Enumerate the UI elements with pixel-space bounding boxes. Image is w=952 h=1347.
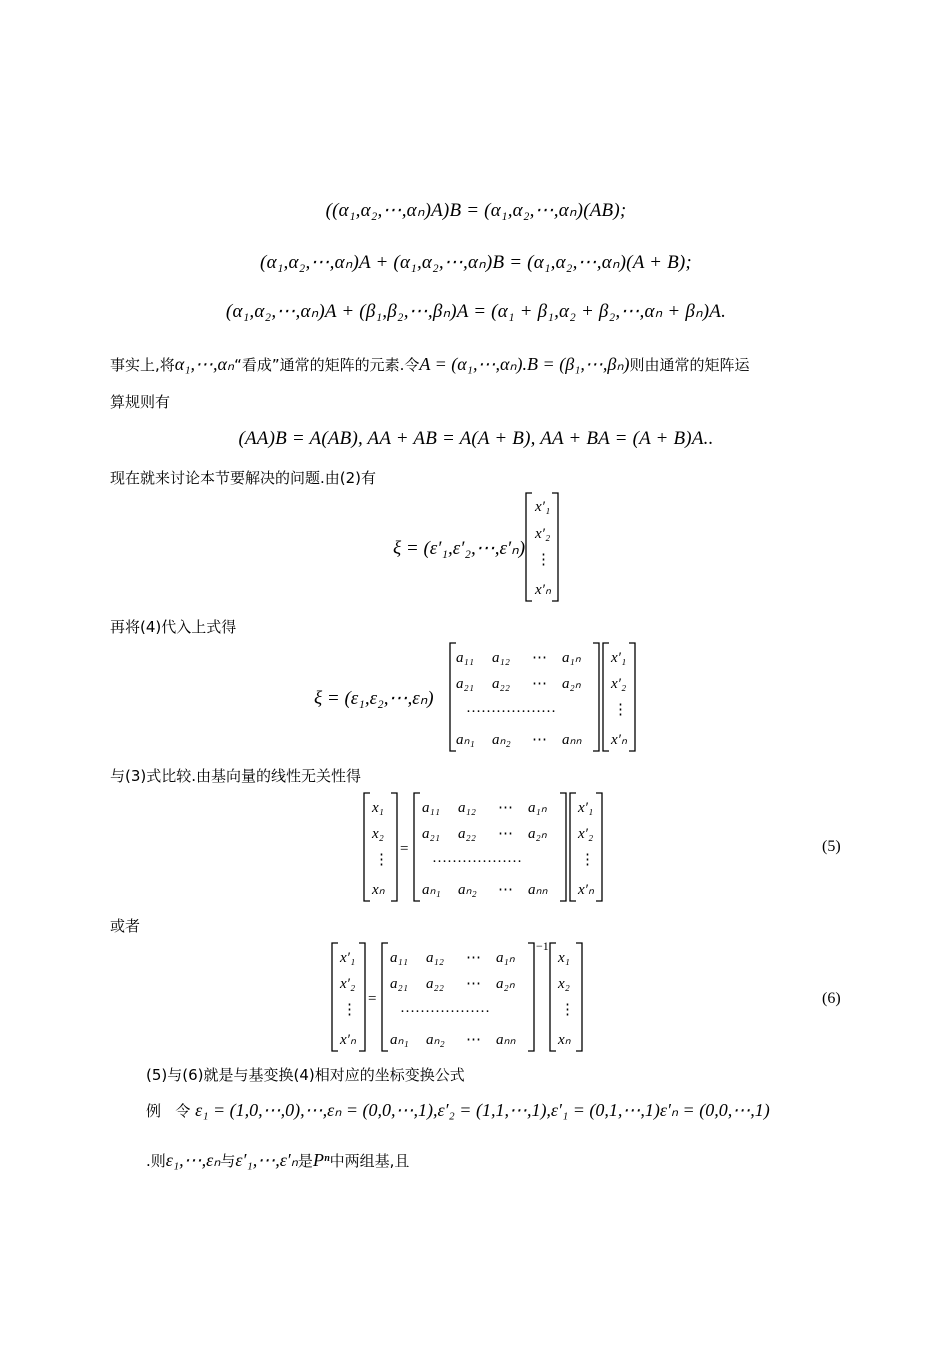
equation-matrix-rules: (AA)B = A(AB), AA + AB = A(A + B), AA + BA = (A + B)A..: [238, 428, 714, 449]
matrix-right-bracket: [560, 793, 566, 901]
vector-entry-x1p: x′₁: [578, 800, 594, 816]
vector-right-bracket: [391, 793, 397, 901]
equation-distributivity-left: (α₁,α₂,⋯,αₙ)A + (α₁,α₂,⋯,αₙ)B = (α₁,α₂,⋯,αₙ)(A + B);: [260, 252, 692, 273]
matrix-a1n: a₁ₙ: [528, 800, 547, 816]
vector-entry-xn: xₙ: [372, 882, 385, 898]
matrix-a1n: a₁ₙ: [496, 950, 515, 966]
matrix-dot-row: ………………: [466, 700, 556, 716]
matrix-a12: a₁₂: [492, 650, 510, 666]
vector-left-bracket: [364, 793, 370, 901]
matrix-cdots: ⋯: [466, 950, 481, 966]
equation-5-coordinate-transform: [362, 790, 622, 906]
last-line-text-4: 中两组基,且: [329, 1152, 410, 1170]
matrix-a11: a₁₁: [422, 800, 440, 816]
vector-entry-xnp: x′ₙ: [611, 732, 627, 748]
equation-number-6: (6): [822, 990, 841, 1007]
paragraph-fact-line-2: 算规则有: [110, 393, 171, 411]
vector-entry-xn: xₙ: [558, 1032, 571, 1048]
matrix-left-bracket: [382, 943, 388, 1051]
vector-left-bracket: [526, 493, 532, 601]
vector-entry-x2: x₂: [372, 826, 384, 842]
matrix-cdots: ⋯: [466, 976, 481, 992]
matrix-cdots: ⋯: [498, 882, 513, 898]
matrix-a11: a₁₁: [456, 650, 474, 666]
matrix-cdots: ⋯: [498, 826, 513, 842]
matrix-right-bracket: [593, 643, 599, 751]
vector-vdots: ⋮: [613, 702, 628, 718]
example-formula: ε₁ = (1,0,⋯,0),⋯,εₙ = (0,0,⋯,1),ε′₂ = (1,1,⋯,1),ε′₁ = (0,1,⋯,1)ε′ₙ = (0,0,⋯,1): [195, 1100, 770, 1120]
matrix-left-bracket: [414, 793, 420, 901]
paragraph-fact-text-1: 事实上,将: [110, 356, 175, 374]
equation-associativity: ((α₁,α₂,⋯,αₙ)A)B = (α₁,α₂,⋯,αₙ)(AB);: [325, 200, 627, 221]
matrix-a22: a₂₂: [426, 976, 444, 992]
vector-left-bracket: [550, 943, 556, 1051]
matrix-a1n: a₁ₙ: [562, 650, 581, 666]
matrix-an1: aₙ₁: [390, 1032, 409, 1048]
vector-vdots: ⋮: [580, 852, 595, 868]
vector-left-bracket: [603, 643, 609, 751]
last-line-text-3: 是: [297, 1152, 313, 1170]
vector-entry-xnp: x′ₙ: [535, 582, 551, 598]
paragraph-conclusion: (5)与(6)就是与基变换(4)相对应的坐标变换公式: [146, 1066, 465, 1084]
last-line-text-1: .则: [146, 1152, 166, 1170]
matrix-dot-row: ………………: [400, 1000, 490, 1016]
vector-entry-x1: x₁: [558, 950, 570, 966]
vector-entry-x2p: x′₂: [535, 526, 551, 542]
matrix-an1: aₙ₁: [456, 732, 475, 748]
matrix-ann: aₙₙ: [562, 732, 582, 748]
xi-basis-lhs: ξ = (ε₁,ε₂,⋯,εₙ): [314, 688, 434, 709]
last-line: [146, 1150, 409, 1171]
matrix-a22: a₂₂: [492, 676, 510, 692]
matrix-a2n: a₂ₙ: [562, 676, 581, 692]
matrix-cdots: ⋯: [532, 650, 547, 666]
last-line-math-3: Pⁿ: [312, 1150, 330, 1170]
matrix-ann: aₙₙ: [528, 882, 548, 898]
inverse-exponent: −1: [536, 939, 549, 953]
equation-distributivity-right: (α₁,α₂,⋯,αₙ)A + (β₁,β₂,⋯,βₙ)A = (α₁ + β₁,α₂ + β₂,⋯,αₙ + βₙ)A.: [225, 301, 727, 322]
vector-entry-x1: x₁: [372, 800, 384, 816]
matrix-right-bracket: [528, 943, 534, 1051]
matrix-a12: a₁₂: [458, 800, 476, 816]
example-line: [146, 1100, 770, 1121]
paragraph-substitute: 再将(4)代入上式得: [110, 618, 237, 636]
xi-prime-basis-lhs: ξ = (ε′₁,ε′₂,⋯,ε′ₙ): [393, 538, 526, 559]
paragraph-or: 或者: [110, 917, 141, 935]
equals-sign: =: [400, 841, 409, 857]
matrix-cdots: ⋯: [498, 800, 513, 816]
last-line-math-1: ε₁,⋯,εₙ: [165, 1150, 221, 1170]
vector-right-bracket: [552, 493, 558, 601]
matrix-an2: aₙ₂: [458, 882, 477, 898]
vector-entry-x2p: x′₂: [340, 976, 356, 992]
vector-right-bracket: [359, 943, 365, 1051]
matrix-a11: a₁₁: [390, 950, 408, 966]
matrix-a12: a₁₂: [426, 950, 444, 966]
paragraph-fact-math-1: α₁,⋯,αₙ: [174, 354, 235, 374]
matrix-ann: aₙₙ: [496, 1032, 516, 1048]
matrix-a2n: a₂ₙ: [528, 826, 547, 842]
matrix-a2n: a₂ₙ: [496, 976, 515, 992]
vector-entry-xnp: x′ₙ: [340, 1032, 356, 1048]
paragraph-fact-text-3: 则由通常的矩阵运: [629, 356, 750, 374]
vector-vdots: ⋮: [374, 852, 389, 868]
matrix-an2: aₙ₂: [492, 732, 511, 748]
vector-entry-x2p: x′₂: [611, 676, 627, 692]
equals-sign: =: [368, 991, 377, 1007]
last-line-math-2: ε′₁,⋯,ε′ₙ: [235, 1150, 298, 1170]
paragraph-compare: 与(3)式比较.由基向量的线性无关性得: [110, 767, 362, 785]
equation-number-5: (5): [822, 838, 841, 855]
vector-left-bracket: [332, 943, 338, 1051]
paragraph-fact-math-2: A = (α₁,⋯,αₙ).B = (β₁,⋯,βₙ): [419, 354, 630, 374]
vector-vdots: ⋮: [560, 1002, 575, 1018]
paragraph-discuss: 现在就来讨论本节要解决的问题.由(2)有: [110, 469, 377, 487]
vector-vdots: ⋮: [342, 1002, 357, 1018]
vector-right-bracket: [576, 943, 582, 1051]
example-label: 例: [146, 1102, 162, 1120]
vector-entry-xnp: x′ₙ: [578, 882, 594, 898]
equation-6-inverse-transform: [322, 940, 602, 1056]
equation-xi-basis-matrix: [306, 640, 646, 756]
matrix-a21: a₂₁: [456, 676, 474, 692]
matrix-a22: a₂₂: [458, 826, 476, 842]
vector-entry-x1p: x′₁: [535, 499, 551, 515]
vector-entry-x2p: x′₂: [578, 826, 594, 842]
matrix-an1: aₙ₁: [422, 882, 441, 898]
matrix-an2: aₙ₂: [426, 1032, 445, 1048]
matrix-cdots: ⋯: [466, 1032, 481, 1048]
example-let: 令: [175, 1102, 191, 1120]
paragraph-fact-text-2: “看成”通常的矩阵的元素.令: [234, 356, 420, 374]
matrix-dot-row: ………………: [432, 850, 522, 866]
vector-right-bracket: [596, 793, 602, 901]
paragraph-fact: [110, 354, 750, 375]
equation-xi-prime-basis: [385, 490, 585, 606]
vector-vdots: ⋮: [536, 552, 551, 568]
matrix-cdots: ⋯: [532, 676, 547, 692]
vector-right-bracket: [629, 643, 635, 751]
last-line-text-2: 与: [220, 1152, 236, 1170]
matrix-a21: a₂₁: [390, 976, 408, 992]
vector-entry-x2: x₂: [558, 976, 570, 992]
vector-entry-x1p: x′₁: [611, 650, 627, 666]
matrix-cdots: ⋯: [532, 732, 547, 748]
matrix-a21: a₂₁: [422, 826, 440, 842]
vector-entry-x1p: x′₁: [340, 950, 356, 966]
vector-left-bracket: [570, 793, 576, 901]
